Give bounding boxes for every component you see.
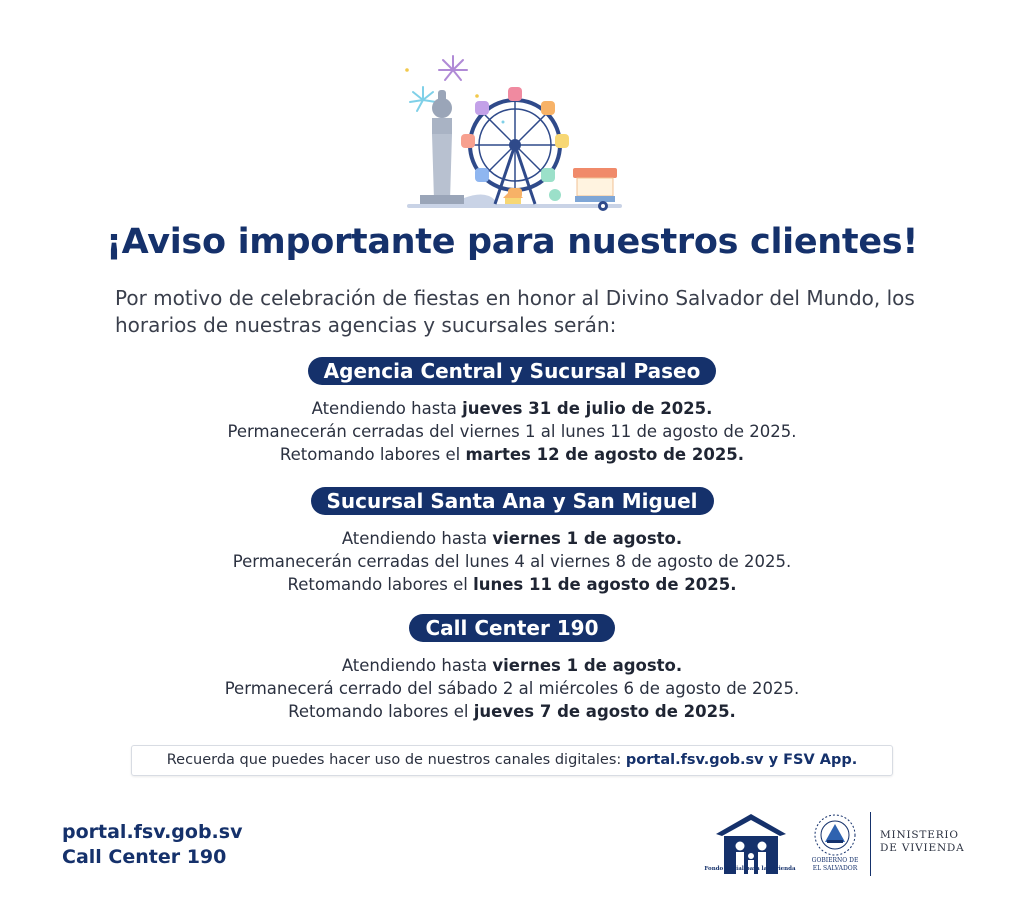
fiestas-illustration — [395, 50, 630, 220]
intro-text: Por motivo de celebración de fiestas en honor al Divino Salvador del Mundo, los horarios de nuestras agencias y sucursales serán: — [115, 286, 915, 337]
line-bold: viernes 1 de agosto. — [492, 529, 683, 548]
schedule-section-call-center — [0, 614, 1024, 723]
line-bold: martes 12 de agosto de 2025. — [465, 445, 745, 464]
line-bold: jueves 7 de agosto de 2025. — [473, 702, 736, 721]
logo-divider — [870, 812, 871, 876]
line-text: Atendiendo hasta — [341, 656, 493, 675]
ministry-name — [880, 829, 965, 855]
page-title: ¡Aviso importante para nuestros clientes! — [106, 222, 918, 262]
line-text: Retomando labores el — [287, 575, 474, 594]
section-heading: Sucursal Santa Ana y San Miguel — [311, 487, 714, 515]
note-text: Recuerda que puedes hacer uso de nuestros canales digitales: — [166, 752, 626, 768]
ministry-line2: DE VIVIENDA — [880, 842, 965, 854]
line-bold: viernes 1 de agosto. — [492, 656, 683, 675]
fsv-caption: Fondo Social para la Vivienda — [704, 866, 796, 872]
schedule-line — [0, 397, 1024, 420]
line-bold: lunes 11 de agosto de 2025. — [473, 575, 737, 594]
schedule-line: Permanecerán cerradas del viernes 1 al lunes 11 de agosto de 2025. — [227, 422, 797, 441]
section-heading: Agencia Central y Sucursal Paseo — [308, 357, 717, 385]
schedule-line — [0, 654, 1024, 677]
gov-line1: GOBIERNO DE — [811, 857, 859, 864]
section-lines — [0, 527, 1024, 596]
footer-contact — [62, 820, 242, 870]
section-lines — [0, 654, 1024, 723]
schedule-line — [0, 700, 1024, 723]
schedule-line — [0, 527, 1024, 550]
footer-call-center: Call Center 190 — [62, 846, 227, 868]
el-salvador-seal — [812, 812, 858, 858]
schedule-line: Permanecerá cerrado del sábado 2 al miércoles 6 de agosto de 2025. — [224, 679, 800, 698]
schedule-line: Permanecerán cerradas del lunes 4 al viernes 8 de agosto de 2025. — [232, 552, 792, 571]
ministry-line1: MINISTERIO — [880, 829, 959, 841]
ferris-wheel-illustration — [461, 87, 569, 204]
line-text: Atendiendo hasta — [341, 529, 493, 548]
gov-line2: EL SALVADOR — [812, 865, 858, 872]
section-heading: Call Center 190 — [409, 614, 614, 642]
footer-website[interactable]: portal.fsv.gob.sv — [62, 821, 243, 843]
section-lines — [0, 397, 1024, 466]
line-text: Retomando labores el — [279, 445, 466, 464]
line-text: Atendiendo hasta — [311, 399, 463, 418]
schedule-section-central — [0, 357, 1024, 466]
line-text: Retomando labores el — [288, 702, 474, 721]
schedule-section-santa-ana — [0, 487, 1024, 596]
line-bold: jueves 31 de julio de 2025. — [462, 399, 713, 418]
digital-channels-note — [131, 745, 893, 776]
gov-caption — [805, 857, 865, 873]
note-bold: portal.fsv.gob.sv y FSV App. — [625, 752, 858, 768]
schedule-line — [0, 443, 1024, 466]
schedule-line — [0, 573, 1024, 596]
